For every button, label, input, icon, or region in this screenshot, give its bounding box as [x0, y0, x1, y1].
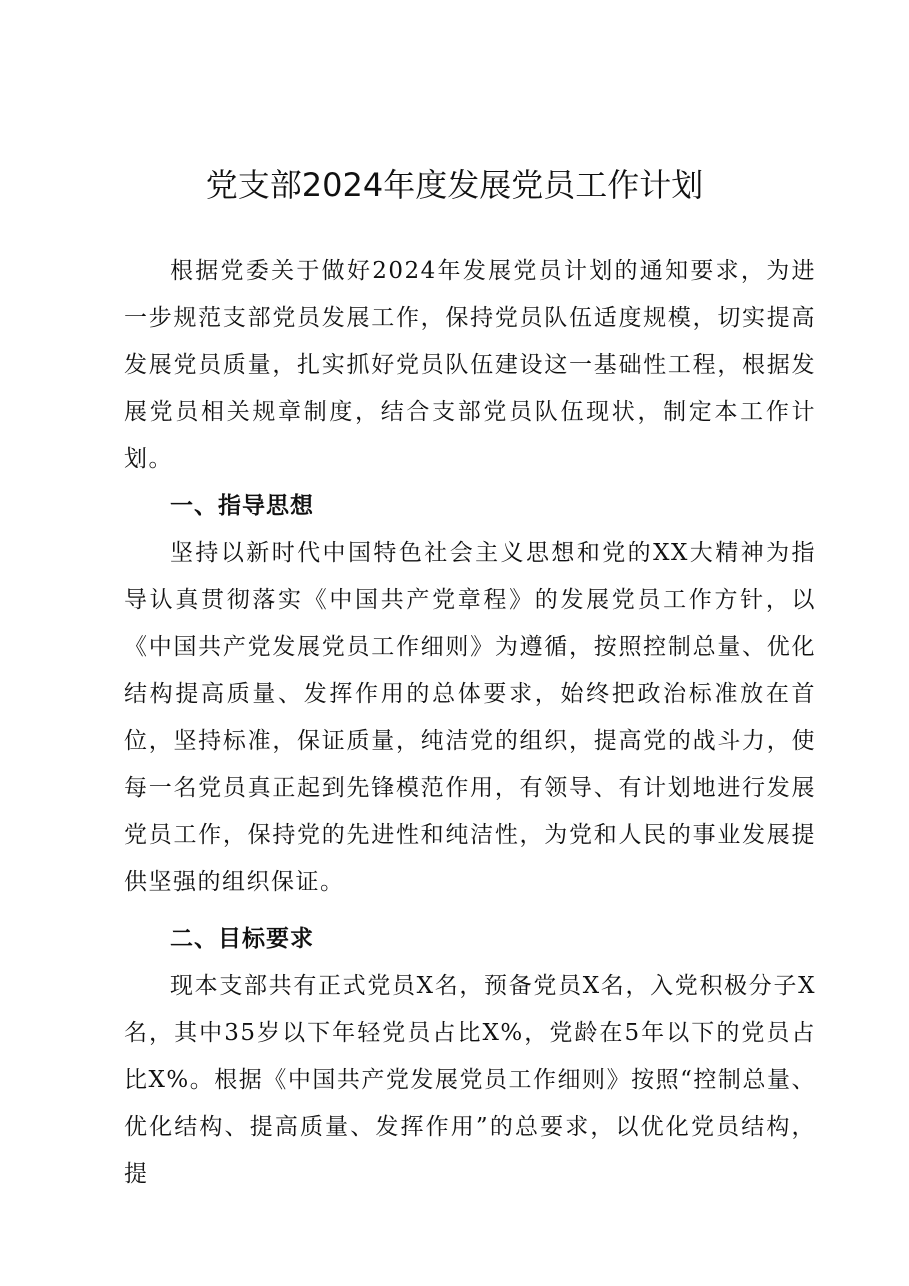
intro-paragraph: 根据党委关于做好2024年发展党员计划的通知要求，为进一步规范支部党员发展工作，保持党员队伍适度规模，切实提高发展党员质量，扎实抓好党员队伍建设这一基础性工程，根据发展党员相关规章制度，结合支部党员队伍现状，制定本工作计划。 [124, 258, 816, 472]
section-heading-guiding-ideology: 一、指导思想 [170, 493, 314, 519]
document-title: 党支部2024年度发展党员工作计划 [205, 166, 704, 204]
section-spacer [124, 906, 816, 916]
section-heading-goals: 二、目标要求 [170, 926, 314, 952]
section-paragraph-goals: 现本支部共有正式党员X名，预备党员X名，入党积极分子X名，其中35岁以下年轻党员占比X%，党龄在5年以下的党员占比X%。根据《中国共产党发展党员工作细则》按照“控制总量、优化结构、提高质量、发挥作用”的总要求，以优化党员结构，提 [124, 973, 816, 1187]
section-paragraph-guiding-ideology: 坚持以新时代中国特色社会主义思想和党的XX大精神为指导认真贯彻落实《中国共产党章程》的发展党员工作方针，以《中国共产党发展党员工作细则》为遵循，按照控制总量、优化结构提高质量、发挥作用的总体要求，始终把政治标准放在首位，坚持标准，保证质量，纯洁党的组织，提高党的战斗力，使每一名党员真正起到先锋模范作用，有领导、有计划地进行发展党员工作，保持党的先进性和纯洁性，为党和人民的事业发展提供坚强的组织保证。 [124, 540, 816, 895]
document-body [124, 248, 816, 1198]
